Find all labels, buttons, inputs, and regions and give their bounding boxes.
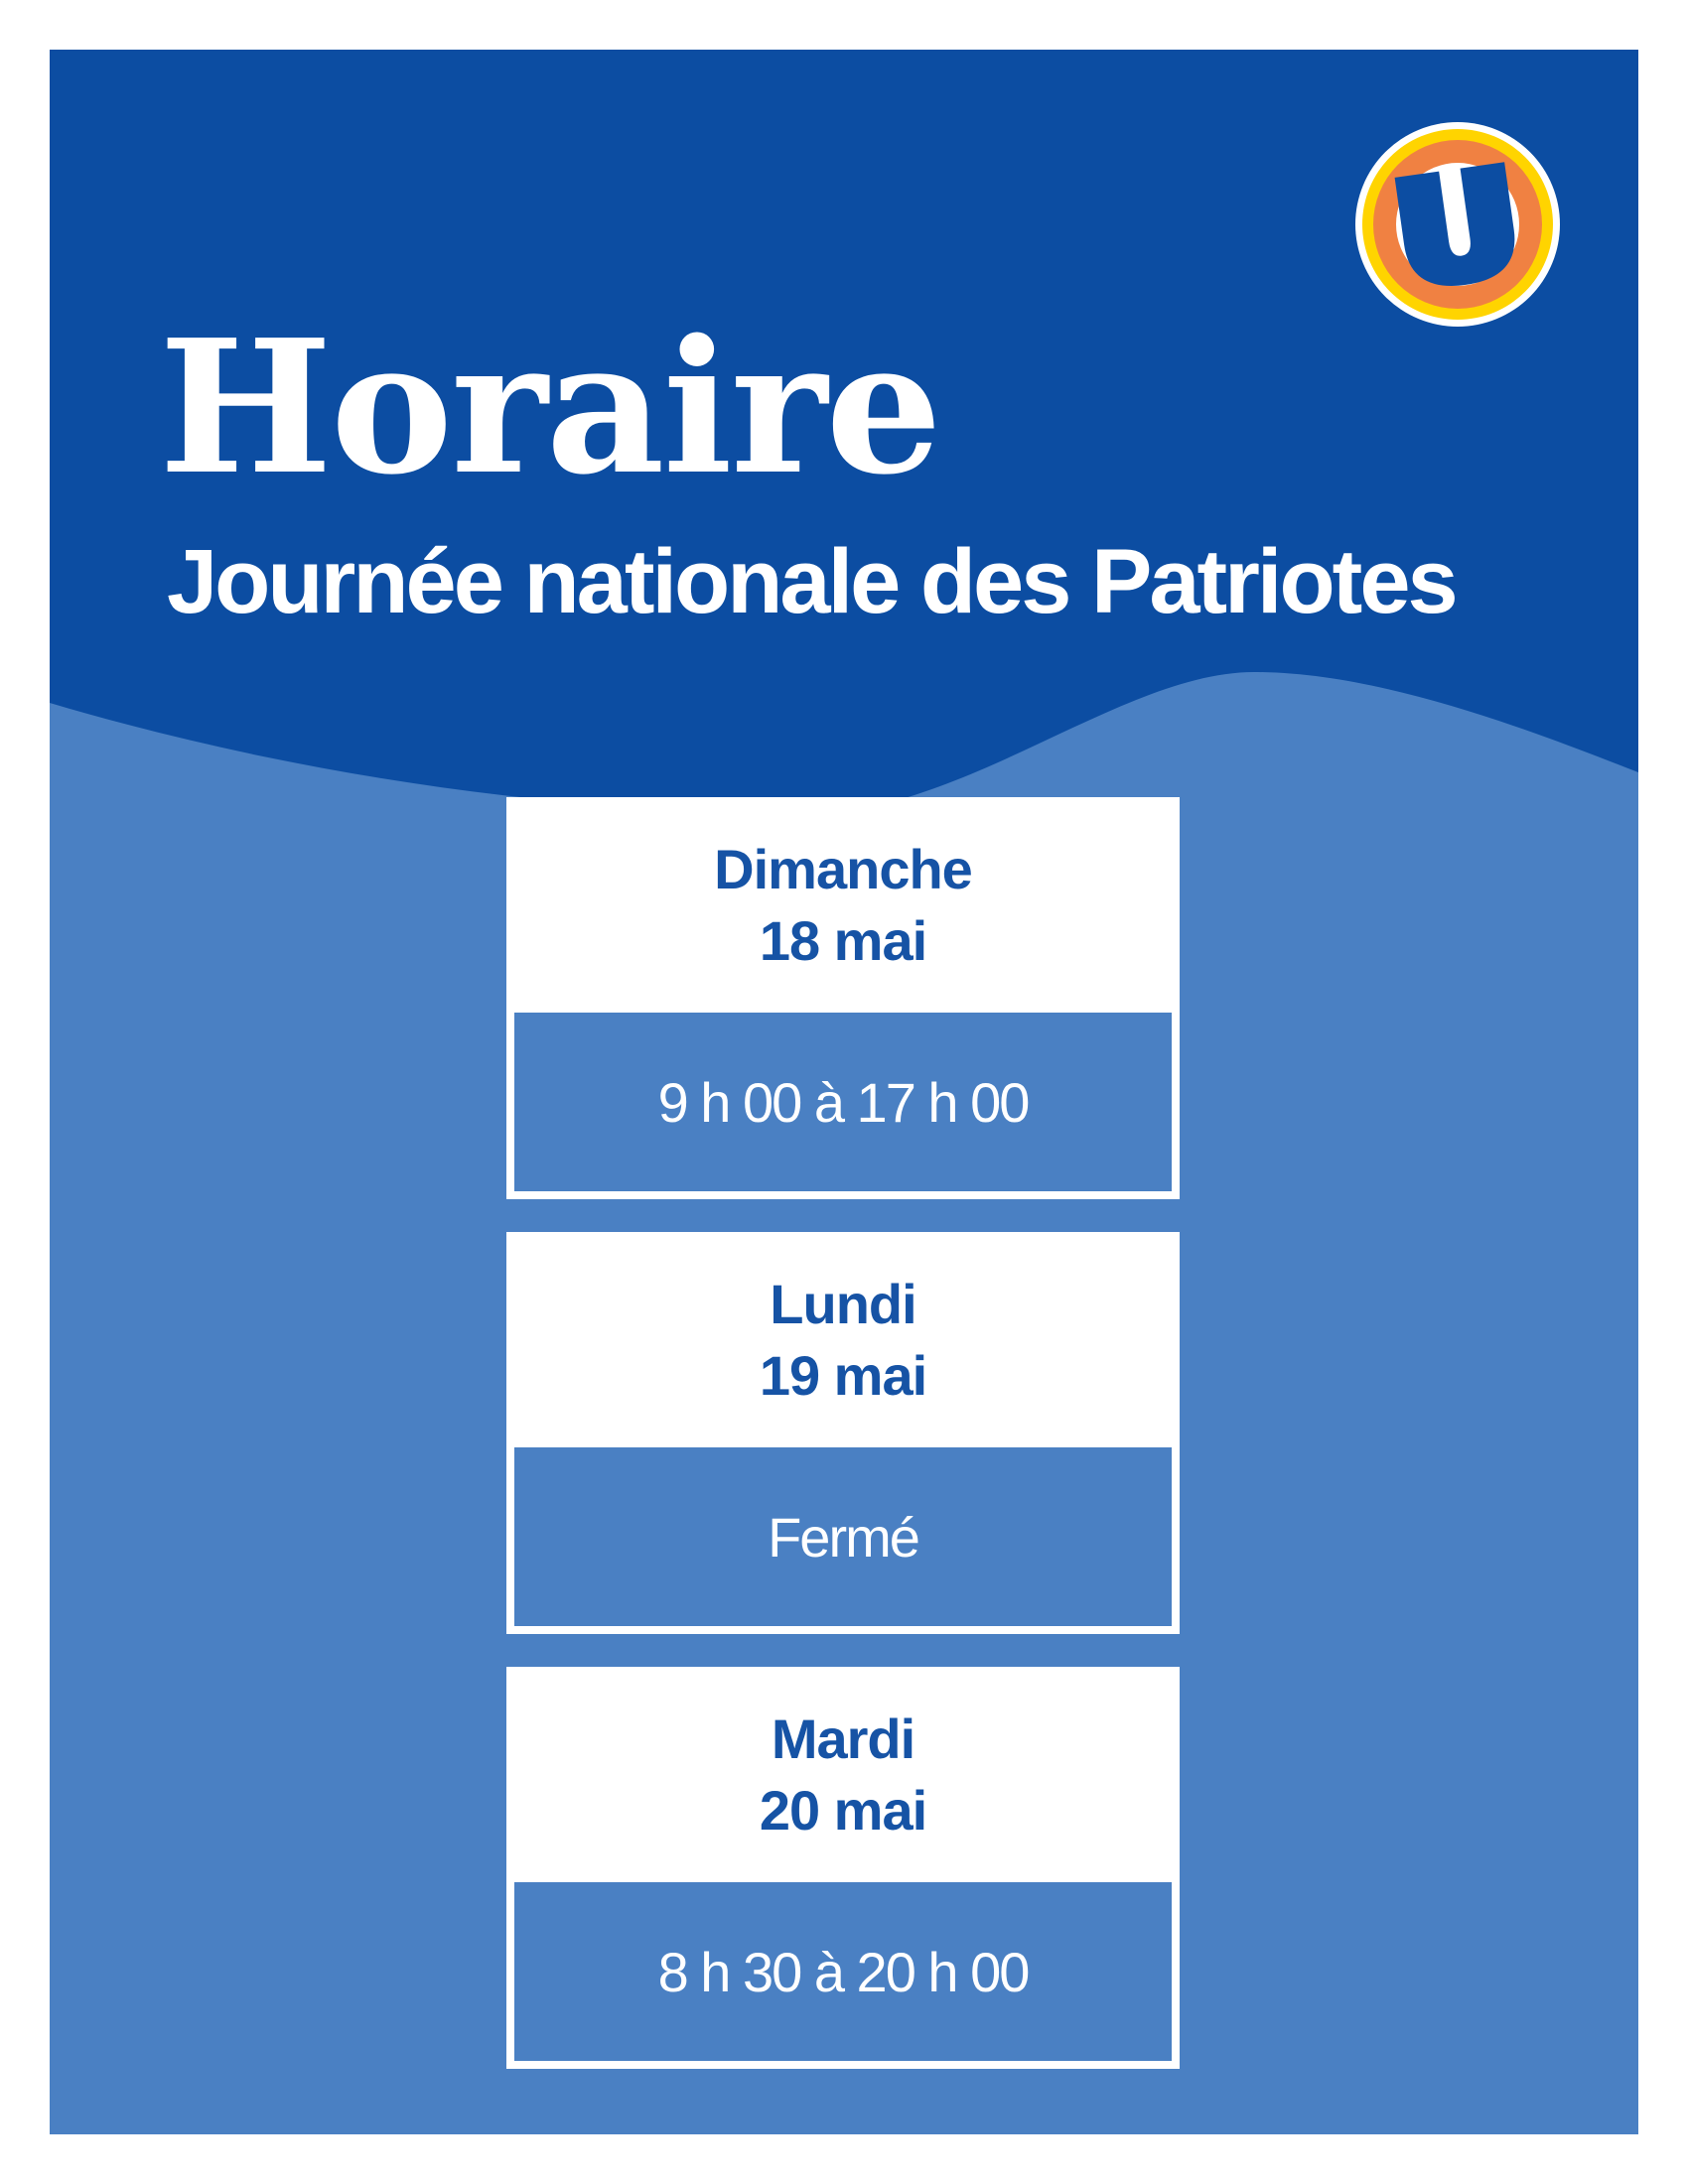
- day-label: Lundi: [770, 1272, 916, 1335]
- date-label: 18 mai: [759, 908, 927, 972]
- page-subtitle: Journée nationale des Patriotes: [167, 531, 1456, 632]
- schedule-card-monday: [506, 1232, 1180, 1634]
- card-day-header: [514, 1667, 1172, 1882]
- poster-panel: [50, 50, 1638, 2134]
- card-day-header: [514, 797, 1172, 1013]
- hours-band: [514, 1013, 1172, 1191]
- schedule-card-tuesday: [506, 1667, 1180, 2069]
- hours-label: 9 h 00 à 17 h 00: [657, 1070, 1029, 1134]
- hours-band: [514, 1882, 1172, 2061]
- hours-band: [514, 1447, 1172, 1626]
- schedule-card-sunday: [506, 797, 1180, 1199]
- date-label: 20 mai: [759, 1778, 927, 1842]
- date-label: 19 mai: [759, 1343, 927, 1407]
- hours-label: Fermé: [768, 1505, 918, 1569]
- u-brand-logo: [1353, 120, 1562, 329]
- card-day-header: [514, 1232, 1172, 1447]
- hours-label: 8 h 30 à 20 h 00: [657, 1940, 1029, 2003]
- day-label: Mardi: [771, 1706, 915, 1770]
- day-label: Dimanche: [714, 837, 972, 900]
- page-title: Horaire: [159, 299, 940, 515]
- schedule-list: [506, 797, 1180, 2069]
